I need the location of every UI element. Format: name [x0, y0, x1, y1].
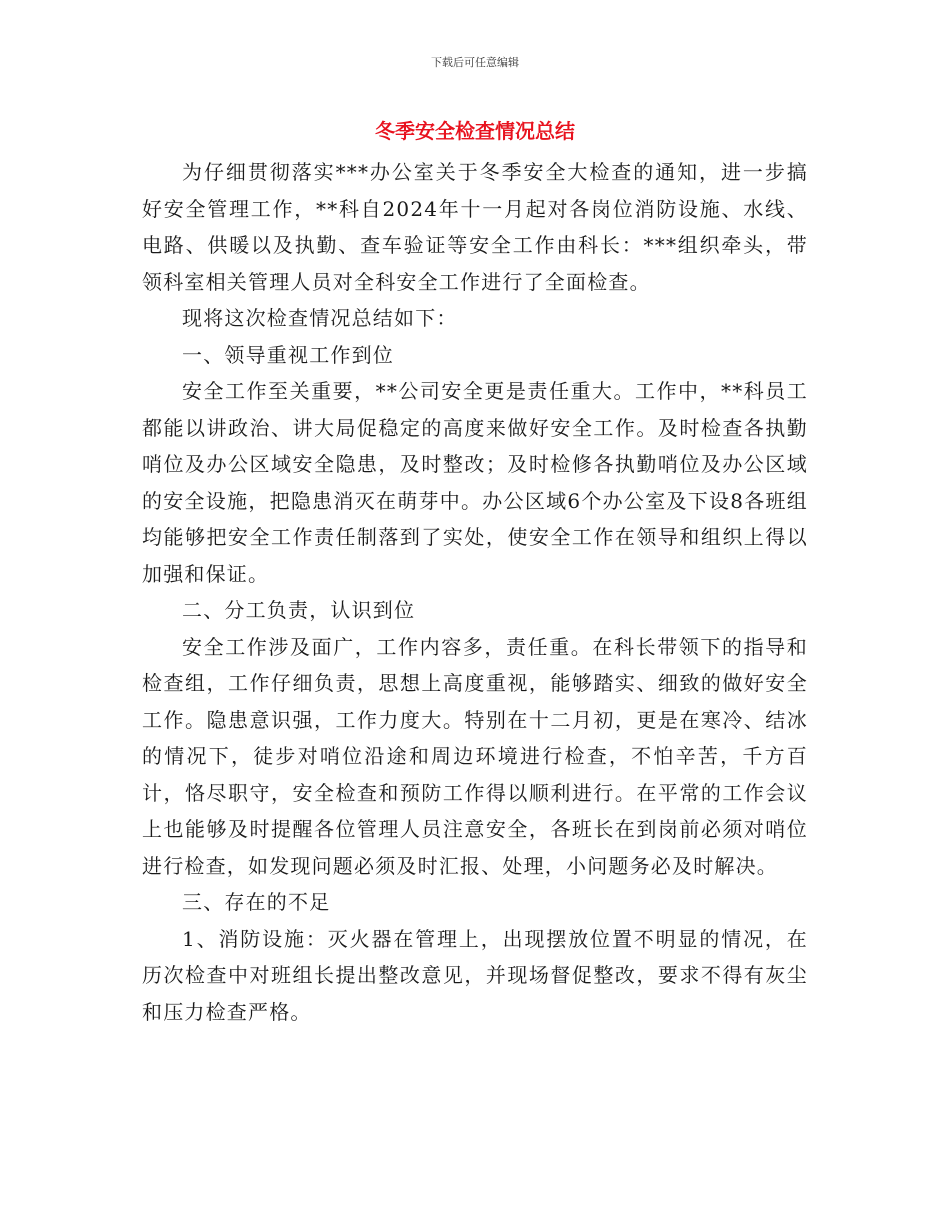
section-heading-1: 一、领导重视工作到位	[182, 342, 394, 367]
paragraph-section-3-item-1: 1、消防设施：灭火器在管理上，出现摆放位置不明显的情况，在历次检查中对班组长提出整改意见，并现场督促整改，要求不得有灰尘和压力检查严格。	[142, 926, 808, 1024]
paragraph-intro: 为仔细贯彻落实***办公室关于冬季安全大检查的通知，进一步搞好安全管理工作，**科自2024年十一月起对各岗位消防设施、水线、电路、供暖以及执勤、查车验证等安全工作由科长：***组织牵头，带领科室相关管理人员对全科安全工作进行了全面检查。	[142, 160, 808, 294]
section-heading-2: 二、分工负责，认识到位	[182, 598, 416, 622]
paragraph-summary-lead: 现将这次检查情况总结如下：	[182, 306, 458, 330]
download-note: 下载后可任意编辑	[431, 56, 519, 69]
document-title: 冬季安全检查情况总结	[375, 119, 575, 143]
paragraph-section-1: 安全工作至关重要，**公司安全更是责任重大。工作中，**科员工都能以讲政治、讲大局促稳定的高度来做好安全工作。及时检查各执勤哨位及办公区域安全隐患，及时整改；及时检修各执勤哨位及办公区域的安全设施，把隐患消灭在萌芽中。办公区域6个办公室及下设8各班组均能够把安全工作责任制落到了实处，使安全工作在领导和组织上得以加强和保证。	[142, 379, 808, 586]
paragraph-section-2: 安全工作涉及面广，工作内容多，责任重。在科长带领下的指导和检查组，工作仔细负责，思想上高度重视，能够踏实、细致的做好安全工作。隐患意识强，工作力度大。特别在十二月初，更是在寒冷、结冰的情况下，徒步对哨位沿途和周边环境进行检查，不怕辛苦，千方百计，恪尽职守，安全检查和预防工作得以顺利进行。在平常的工作会议上也能够及时提醒各位管理人员注意安全，各班长在到岗前必须对哨位进行检查，如发现问题必须及时汇报、处理，小问题务必及时解决。	[142, 634, 808, 878]
document-body	[142, 154, 808, 1030]
section-heading-3: 三、存在的不足	[182, 890, 331, 914]
